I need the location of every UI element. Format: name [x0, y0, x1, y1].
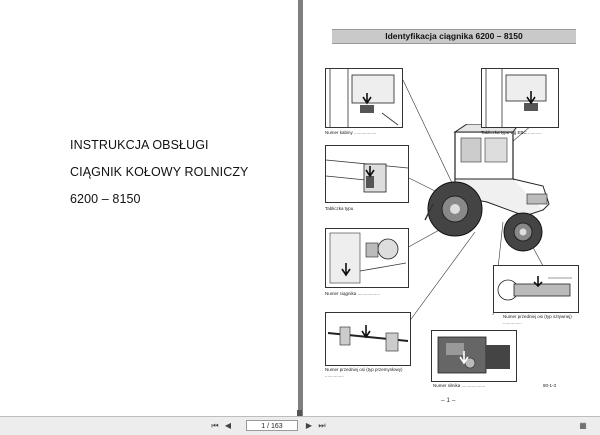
- cover-line-manual: INSTRUKCJA OBSŁUGI: [70, 138, 209, 152]
- inset-rigid-axle: [493, 265, 579, 313]
- type-plate-drawing: [326, 146, 408, 202]
- cover-line-tractor: CIĄGNIK KOŁOWY ROLNICZY: [70, 165, 249, 179]
- caption-cab-number: Numer kabiny ..................: [325, 130, 377, 135]
- caption-tractor-number: Numer ciągnika ..................: [325, 291, 381, 296]
- inset-type-plate: [325, 145, 409, 203]
- inset-ebc-plate: [481, 68, 559, 128]
- industrial-axle-drawing: [326, 313, 410, 365]
- right-page: [303, 0, 600, 416]
- first-page-icon[interactable]: ⏮: [211, 421, 219, 430]
- inset-industrial-axle: [325, 312, 411, 366]
- cab-number-drawing: [326, 69, 402, 127]
- view-options-icon[interactable]: ▦: [579, 421, 587, 430]
- inset-tractor-number: [325, 228, 409, 288]
- pdf-toolbar: [0, 416, 600, 435]
- caption-type-plate: Tabliczka typu: [325, 206, 354, 211]
- prev-page-icon[interactable]: ◀: [224, 421, 232, 430]
- left-page: [0, 0, 298, 416]
- caption-rigid-axle: Numer przedniej osi (typ sztywnej) ...............: [503, 314, 572, 325]
- rigid-axle-drawing: [494, 266, 578, 312]
- page-number-input[interactable]: 1 / 163: [246, 420, 298, 431]
- next-page-icon[interactable]: ▶: [305, 421, 313, 430]
- page-title: Identyfikacja ciągnika 6200 – 8150: [332, 29, 576, 44]
- inset-cab-number: [325, 68, 403, 128]
- page-number: – 1 –: [441, 397, 456, 404]
- tractor-number-drawing: [326, 229, 408, 287]
- cover-line-models: 6200 – 8150: [70, 192, 141, 206]
- caption-industrial-axle: Numer przedniej osi (typ przemysłowy) ...............: [325, 367, 403, 378]
- caption-engine-number: Numer silnika ...................: [433, 383, 486, 388]
- figure-code: 80-1-3: [543, 383, 557, 388]
- ebc-plate-drawing: [482, 69, 558, 127]
- caption-ebc-plate: Tabliczka typu wg EBC ...........: [481, 130, 542, 135]
- engine-number-drawing: [432, 331, 516, 381]
- tractor-illustration: [415, 124, 565, 254]
- inset-engine-number: [431, 330, 517, 382]
- last-page-icon[interactable]: ⏭: [318, 421, 326, 430]
